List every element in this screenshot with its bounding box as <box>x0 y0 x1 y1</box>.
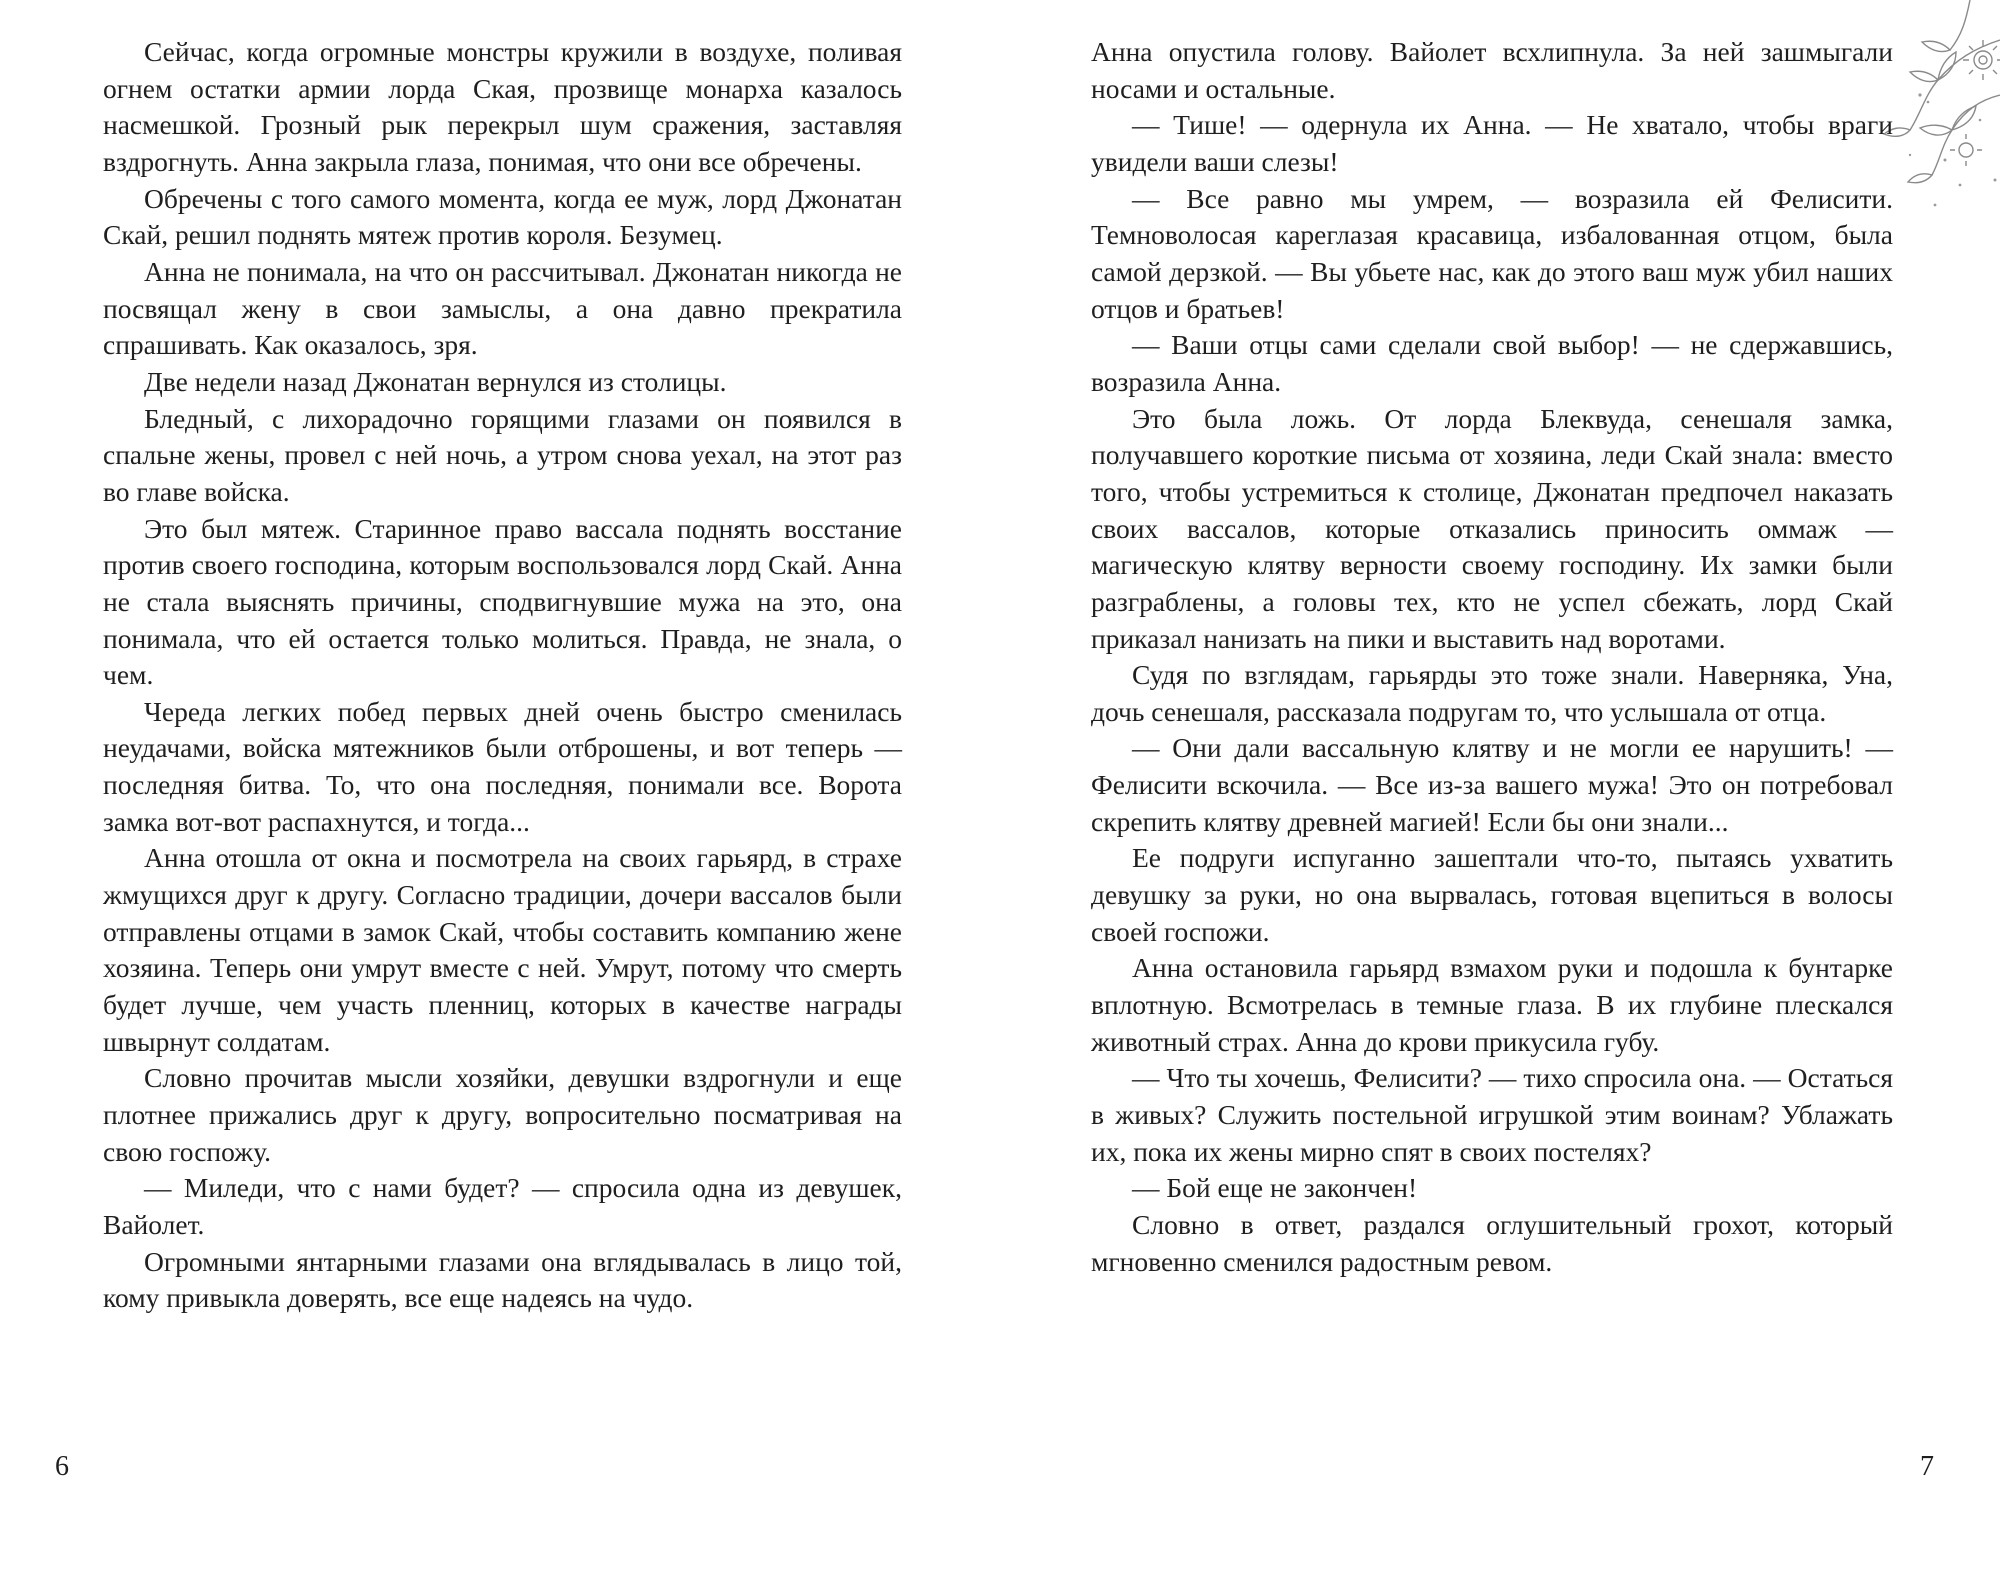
paragraph: — Тише! — одернула их Анна. — Не хватало, чтобы враги увидели ваши слезы! <box>1091 109 1893 177</box>
right-page <box>1000 0 2000 1579</box>
page-number-left: 6 <box>55 1451 69 1482</box>
page-number-right: 7 <box>1920 1451 1934 1482</box>
paragraph: Это был мятеж. Старинное право вассала поднять восстание против своего господина, которым воспользовался лорд Скай. Анна не стала выяснять причины, сподвигнувшие мужа на это, она понимала, что ей остается только молиться. Правда, не знала, о чем. <box>103 512 902 691</box>
paragraph: Череда легких побед первых дней очень быстро сменилась неудачами, войска мятежников были отброшены, и вот теперь — последняя битва. То, что она последняя, понимали все. Ворота замка вот-вот распахнутся, и тогда... <box>103 695 902 837</box>
paragraph: — Они дали вассальную клятву и не могли ее нарушить! — Фелисити вскочила. — Все из-за вашего мужа! Это он потребовал скрепить клятву древней магией! Если бы они знали... <box>1091 732 1893 837</box>
paragraph: Обречены с того самого момента, когда ее муж, лорд Джонатан Скай, решил поднять мятеж против короля. Безумец. <box>103 182 902 251</box>
paragraph: Судя по взглядам, гарьярды это тоже знали. Наверняка, Уна, дочь сенешаля, рассказала подругам то, что услышала от отца. <box>1091 659 1893 727</box>
paragraph: Словно в ответ, раздался оглушительный грохот, который мгновенно сменился радостным ревом. <box>1091 1209 1893 1277</box>
paragraph: Это была ложь. От лорда Блеквуда, сенешаля замка, получавшего короткие письма от хозяина, леди Скай знала: вместо того, чтобы устремиться к столице, Джонатан предпочел наказать своих вассалов, которые отказались приносить оммаж — магическую клятву верности своему господину. Их замки были разграблены, а головы тех, кто не успел сбежать, лорд Скай приказал нанизать на пики и выставить над воротами. <box>1091 402 1893 654</box>
paragraph: Анна отошла от окна и посмотрела на своих гарьярд, в страхе жмущихся друг к другу. Согласно традиции, дочери вассалов были отправлены отцами в замок Скай, чтобы составить компанию жене хозяина. Теперь они умрут вместе с ней. Умрут, потому что смерть будет лучше, чем участь пленниц, которых в качестве награды швырнут солдатам. <box>103 842 902 1057</box>
paragraph-continuation: Анна опустила голову. Вайолет всхлипнула. За ней зашмыгали носами и остальные. <box>1091 36 1893 104</box>
paragraph: Словно прочитав мысли хозяйки, девушки вздрогнули и еще плотнее прижались друг к другу, вопросительно посматривая на свою госпожу. <box>103 1062 902 1167</box>
paragraph: Анна остановила гарьярд взмахом руки и подошла к бунтарке вплотную. Всмотрелась в темные глаза. В их глубине плескался животный страх. Анна до крови прикусила губу. <box>1091 952 1893 1057</box>
right-page-text <box>1091 34 1893 1280</box>
paragraph: — Ваши отцы сами сделали свой выбор! — не сдержавшись, возразила Анна. <box>1091 329 1893 397</box>
paragraph: — Все равно мы умрем, — возразила ей Фелисити. Темноволосая кареглазая красавица, избалованная отцом, была самой дерзкой. — Вы убьете нас, как до этого ваш муж убил наших отцов и братьев! <box>1091 182 1893 324</box>
paragraph: Огромными янтарными глазами она вглядывалась в лицо той, кому привыкла доверять, все еще надеясь на чудо. <box>103 1245 902 1314</box>
paragraph: Две недели назад Джонатан вернулся из столицы. <box>144 365 727 397</box>
paragraph: Сейчас, когда огромные монстры кружили в воздухе, поливая огнем остатки армии лорда Ская, прозвище монарха казалось насмешкой. Грозный рык перекрыл шум сражения, заставляя вздрогнуть. Анна закрыла глаза, понимая, что они все обречены. <box>103 36 902 177</box>
paragraph: Бледный, с лихорадочно горящими глазами он появился в спальне жены, провел с ней ночь, а утром снова уехал, на этот раз во главе войска. <box>103 402 902 507</box>
paragraph: Анна не понимала, на что он рассчитывал. Джонатан никогда не посвящал жену в свои замыслы, а она давно прекратила спрашивать. Как оказалось, зря. <box>103 255 902 361</box>
left-page-text <box>103 34 902 1317</box>
paragraph: Ее подруги испуганно зашептали что-то, пытаясь ухватить девушку за руки, но она вырвалась, готовая вцепиться в волосы своей госпожи. <box>1091 842 1893 947</box>
paragraph: — Бой еще не закончен! <box>1132 1172 1418 1204</box>
paragraph: — Миледи, что с нами будет? — спросила одна из девушек, Вайолет. <box>103 1172 902 1240</box>
paragraph: — Что ты хочешь, Фелисити? — тихо спросила она. — Остаться в живых? Служить постельной игрушкой этим воинам? Ублажать их, пока их жены мирно спят в своих постелях? <box>1091 1062 1893 1167</box>
